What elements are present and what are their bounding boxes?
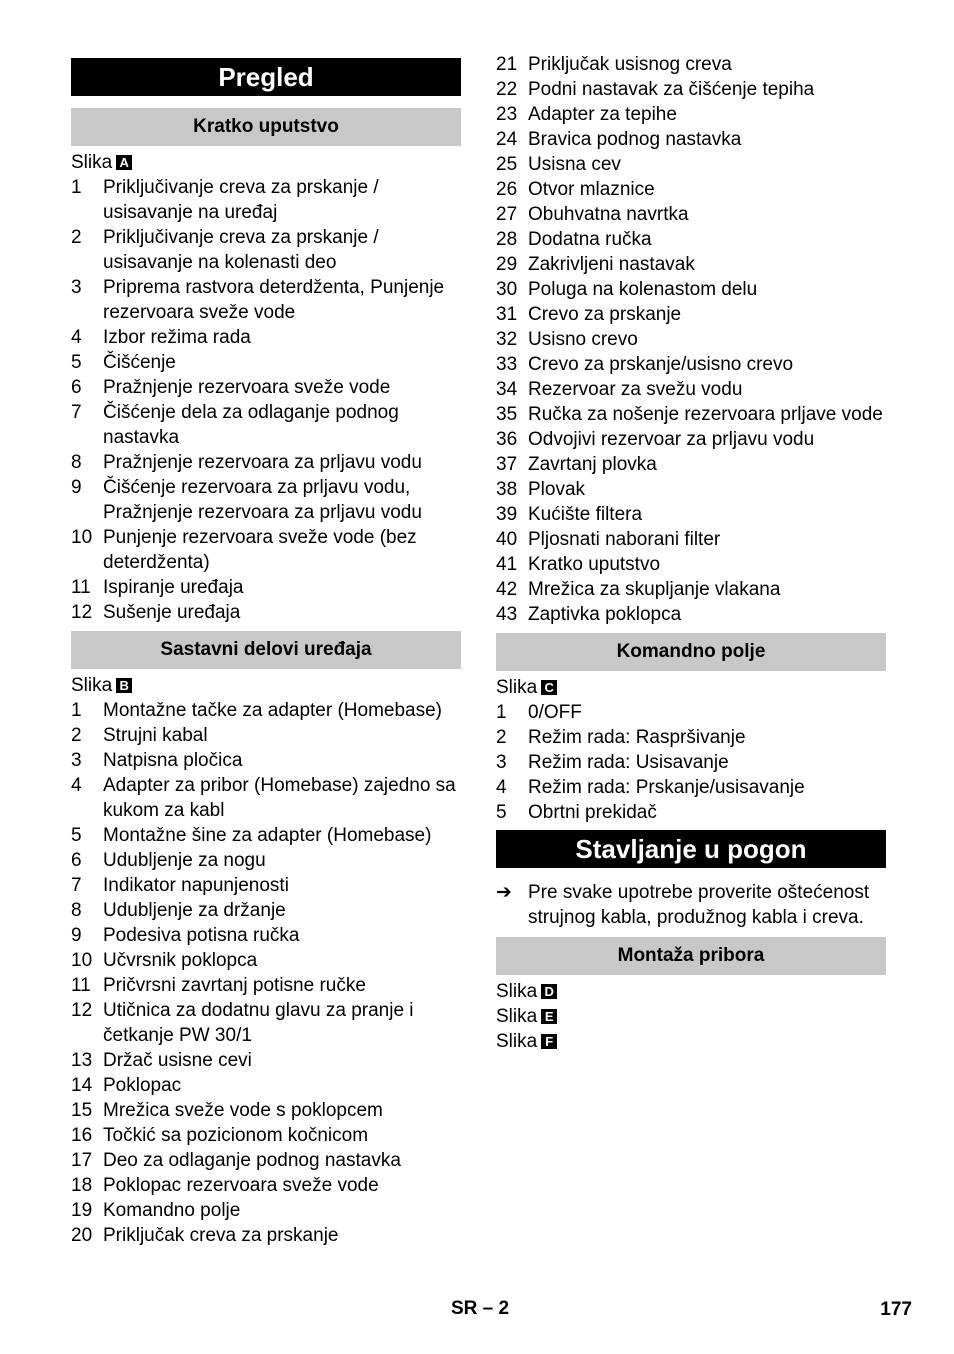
item-number: 12 xyxy=(71,602,93,623)
item-number: 5 xyxy=(496,802,507,823)
item-number: 21 xyxy=(496,54,518,75)
item-number: 31 xyxy=(496,304,518,325)
item-number: 4 xyxy=(71,775,82,796)
list-item xyxy=(71,225,461,275)
list-item xyxy=(71,475,461,525)
item-number: 15 xyxy=(71,1100,93,1121)
item-text: Poklopac rezervoara sveže vode xyxy=(103,1175,379,1196)
list-item xyxy=(496,377,886,402)
item-text: Poluga na kolenastom delu xyxy=(528,279,758,300)
right-column xyxy=(496,52,886,1054)
item-number: 4 xyxy=(496,777,507,798)
item-text: Natpisna pločica xyxy=(103,750,243,771)
item-text: Usisno crevo xyxy=(528,329,638,350)
list-item xyxy=(496,227,886,252)
item-number: 35 xyxy=(496,404,518,425)
item-text: Crevo za prskanje/usisno crevo xyxy=(528,354,794,375)
item-text: Punjenje rezervoara sveže vode (bez deterdženta) xyxy=(103,527,417,573)
item-number: 2 xyxy=(496,727,507,748)
list-komandno-polje xyxy=(496,700,886,825)
item-text: Otvor mlaznice xyxy=(528,179,655,200)
item-text: Izbor režima rada xyxy=(103,327,251,348)
item-text: Zakrivljeni nastavak xyxy=(528,254,695,275)
item-number: 38 xyxy=(496,479,518,500)
item-number: 3 xyxy=(71,277,82,298)
item-text: Zavrtanj plovka xyxy=(528,454,657,475)
item-number: 22 xyxy=(496,79,518,100)
list-item xyxy=(496,750,886,775)
list-item xyxy=(496,700,886,725)
list-item xyxy=(71,1123,461,1148)
item-number: 2 xyxy=(71,725,82,746)
list-item xyxy=(496,427,886,452)
list-item xyxy=(496,452,886,477)
item-text: Priključivanje creva za prskanje / usisavanje na uređaj xyxy=(103,177,379,223)
list-item xyxy=(71,575,461,600)
list-item xyxy=(71,723,461,748)
item-text: Deo za odlaganje podnog nastavka xyxy=(103,1150,401,1171)
figure-letter-a: A xyxy=(116,155,132,170)
item-number: 20 xyxy=(71,1225,93,1246)
item-number: 3 xyxy=(496,752,507,773)
list-item xyxy=(496,177,886,202)
item-number: 27 xyxy=(496,204,518,225)
item-number: 28 xyxy=(496,229,518,250)
item-text: Mrežica za skupljanje vlakana xyxy=(528,579,781,600)
list-item xyxy=(71,923,461,948)
list-item xyxy=(71,823,461,848)
item-text: Mrežica sveže vode s poklopcem xyxy=(103,1100,383,1121)
list-item xyxy=(71,1073,461,1098)
item-text: Bravica podnog nastavka xyxy=(528,129,742,150)
item-number: 1 xyxy=(496,702,507,723)
item-text: Ispiranje uređaja xyxy=(103,577,244,598)
item-text: Kućište filtera xyxy=(528,504,643,525)
item-text: Režim rada: Prskanje/usisavanje xyxy=(528,777,805,798)
arrow-right-icon: ➔ xyxy=(496,882,512,903)
figure-refs-montaza xyxy=(496,979,886,1054)
heading-sastavni-delovi: Sastavni delovi uređaja xyxy=(71,631,461,669)
item-text: Poklopac xyxy=(103,1075,182,1096)
list-item xyxy=(71,1148,461,1173)
item-number: 40 xyxy=(496,529,518,550)
item-number: 8 xyxy=(71,452,82,473)
item-text: Utičnica za dodatnu glavu za pranje i četkanje PW 30/1 xyxy=(103,1000,414,1046)
item-number: 34 xyxy=(496,379,518,400)
instruction-text: Pre svake upotrebe proverite oštećenost strujnog kabla, produžnog kabla i creva. xyxy=(528,882,870,928)
item-number: 10 xyxy=(71,950,93,971)
list-item xyxy=(71,275,461,325)
figure-ref-d: Slika D xyxy=(496,979,886,1004)
item-number: 14 xyxy=(71,1075,93,1096)
page-number: 177 xyxy=(880,1299,912,1320)
item-number: 41 xyxy=(496,554,518,575)
item-text: Ručka za nošenje rezervoara prljave vode xyxy=(528,404,883,425)
item-number: 42 xyxy=(496,579,518,600)
item-text: Komandno polje xyxy=(103,1200,241,1221)
item-text: Udubljenje za nogu xyxy=(103,850,266,871)
list-item xyxy=(496,352,886,377)
instruction-bullet xyxy=(496,880,886,930)
list-item xyxy=(71,175,461,225)
item-text: Priključak usisnog creva xyxy=(528,54,732,75)
item-number: 16 xyxy=(71,1125,93,1146)
item-text: Sušenje uređaja xyxy=(103,602,241,623)
item-number: 7 xyxy=(71,402,82,423)
figure-letter-e: E xyxy=(541,1009,557,1024)
list-item xyxy=(71,848,461,873)
item-number: 19 xyxy=(71,1200,93,1221)
item-text: Strujni kabal xyxy=(103,725,208,746)
list-item xyxy=(496,577,886,602)
item-number: 30 xyxy=(496,279,518,300)
list-sastavni-delovi-continued xyxy=(496,52,886,627)
list-item xyxy=(71,325,461,350)
list-item xyxy=(71,698,461,723)
item-number: 1 xyxy=(71,700,82,721)
list-item xyxy=(71,400,461,450)
item-text: Adapter za tepihe xyxy=(528,104,677,125)
list-item xyxy=(71,898,461,923)
item-number: 25 xyxy=(496,154,518,175)
item-text: Pražnjenje rezervoara za prljavu vodu xyxy=(103,452,422,473)
item-text: Odvojivi rezervoar za prljavu vodu xyxy=(528,429,815,450)
item-text: Podni nastavak za čišćenje tepiha xyxy=(528,79,815,100)
item-text: Crevo za prskanje xyxy=(528,304,682,325)
item-number: 10 xyxy=(71,527,93,548)
item-text: Čišćenje rezervoara za prljavu vodu, Pražnjenje rezervoara za prljavu vodu xyxy=(103,477,422,523)
list-item xyxy=(496,775,886,800)
list-item xyxy=(71,948,461,973)
list-item xyxy=(496,477,886,502)
list-item xyxy=(496,127,886,152)
figure-letter-c: C xyxy=(541,680,557,695)
item-text: Obuhvatna navrtka xyxy=(528,204,689,225)
item-number: 3 xyxy=(71,750,82,771)
item-text: Adapter za pribor (Homebase) zajedno sa kukom za kabl xyxy=(103,775,456,821)
list-item xyxy=(71,1098,461,1123)
list-item xyxy=(496,302,886,327)
list-item xyxy=(71,350,461,375)
figure-ref-a: Slika A xyxy=(71,150,461,175)
list-item xyxy=(496,327,886,352)
item-text: Montažne šine za adapter (Homebase) xyxy=(103,825,432,846)
item-number: 12 xyxy=(71,1000,93,1021)
list-item xyxy=(71,450,461,475)
list-item xyxy=(496,202,886,227)
figure-ref-f: Slika F xyxy=(496,1029,886,1054)
item-text: Podesiva potisna ručka xyxy=(103,925,300,946)
list-item xyxy=(496,725,886,750)
item-number: 6 xyxy=(71,377,82,398)
item-text: Učvrsnik poklopca xyxy=(103,950,258,971)
item-text: Priključivanje creva za prskanje / usisavanje na kolenasti deo xyxy=(103,227,379,273)
item-number: 17 xyxy=(71,1150,93,1171)
item-number: 36 xyxy=(496,429,518,450)
item-number: 5 xyxy=(71,352,82,373)
list-item xyxy=(71,375,461,400)
list-item xyxy=(496,402,886,427)
item-number: 39 xyxy=(496,504,518,525)
item-text: Dodatna ručka xyxy=(528,229,652,250)
list-item xyxy=(71,1198,461,1223)
heading-montaza-pribora: Montaža pribora xyxy=(496,937,886,975)
item-number: 1 xyxy=(71,177,82,198)
item-text: Držač usisne cevi xyxy=(103,1050,252,1071)
figure-letter-b: B xyxy=(116,678,132,693)
list-kratko-uputstvo xyxy=(71,175,461,625)
item-number: 37 xyxy=(496,454,518,475)
item-number: 2 xyxy=(71,227,82,248)
item-text: Režim rada: Raspršivanje xyxy=(528,727,746,748)
list-item xyxy=(71,1223,461,1248)
list-item xyxy=(71,998,461,1048)
item-number: 24 xyxy=(496,129,518,150)
section-title-stavljanje: Stavljanje u pogon xyxy=(496,830,886,868)
list-item xyxy=(71,525,461,575)
figure-ref-b: Slika B xyxy=(71,673,461,698)
item-number: 6 xyxy=(71,850,82,871)
item-number: 8 xyxy=(71,900,82,921)
item-text: Udubljenje za držanje xyxy=(103,900,286,921)
figure-letter-f: F xyxy=(541,1034,557,1049)
item-text: Rezervoar za svežu vodu xyxy=(528,379,743,400)
item-text: Čišćenje dela za odlaganje podnog nastavka xyxy=(103,402,399,448)
item-number: 29 xyxy=(496,254,518,275)
item-number: 9 xyxy=(71,477,82,498)
footer-section-label: SR – 2 xyxy=(450,1298,510,1319)
list-item xyxy=(496,102,886,127)
item-text: Pražnjenje rezervoara sveže vode xyxy=(103,377,391,398)
heading-kratko-uputstvo: Kratko uputstvo xyxy=(71,108,461,146)
section-title-pregled: Pregled xyxy=(71,58,461,96)
list-item xyxy=(71,1048,461,1073)
item-text: Priprema rastvora deterdženta, Punjenje rezervoara sveže vode xyxy=(103,277,445,323)
item-number: 33 xyxy=(496,354,518,375)
list-item xyxy=(496,77,886,102)
list-item xyxy=(71,600,461,625)
item-text: 0/OFF xyxy=(528,702,582,723)
list-item xyxy=(496,552,886,577)
item-text: Čišćenje xyxy=(103,352,176,373)
item-number: 7 xyxy=(71,875,82,896)
list-item xyxy=(71,873,461,898)
list-item xyxy=(71,973,461,998)
item-number: 43 xyxy=(496,604,518,625)
figure-ref-e: Slika E xyxy=(496,1004,886,1029)
list-item xyxy=(496,52,886,77)
item-number: 26 xyxy=(496,179,518,200)
item-number: 4 xyxy=(71,327,82,348)
list-item xyxy=(71,1173,461,1198)
item-text: Režim rada: Usisavanje xyxy=(528,752,729,773)
heading-komandno-polje: Komandno polje xyxy=(496,633,886,671)
list-item xyxy=(496,502,886,527)
item-number: 23 xyxy=(496,104,518,125)
list-item xyxy=(496,252,886,277)
item-text: Obrtni prekidač xyxy=(528,802,657,823)
item-number: 9 xyxy=(71,925,82,946)
figure-ref-c: Slika C xyxy=(496,675,886,700)
list-item xyxy=(496,602,886,627)
list-item xyxy=(496,800,886,825)
item-number: 13 xyxy=(71,1050,93,1071)
item-number: 5 xyxy=(71,825,82,846)
item-text: Priključak creva za prskanje xyxy=(103,1225,339,1246)
item-text: Pljosnati naborani filter xyxy=(528,529,721,550)
item-number: 11 xyxy=(71,577,91,598)
left-column xyxy=(71,58,461,1248)
figure-letter-d: D xyxy=(541,984,557,999)
item-number: 18 xyxy=(71,1175,93,1196)
item-text: Kratko uputstvo xyxy=(528,554,661,575)
item-number: 32 xyxy=(496,329,518,350)
list-item xyxy=(496,277,886,302)
item-text: Usisna cev xyxy=(528,154,621,175)
list-item xyxy=(496,152,886,177)
item-text: Točkić sa pozicionom kočnicom xyxy=(103,1125,369,1146)
list-sastavni-delovi xyxy=(71,698,461,1248)
item-text: Indikator napunjenosti xyxy=(103,875,289,896)
list-item xyxy=(71,773,461,823)
list-item xyxy=(71,748,461,773)
item-number: 11 xyxy=(71,975,91,996)
item-text: Pričvrsni zavrtanj potisne ručke xyxy=(103,975,366,996)
item-text: Plovak xyxy=(528,479,586,500)
list-item xyxy=(496,527,886,552)
item-text: Zaptivka poklopca xyxy=(528,604,682,625)
item-text: Montažne tačke za adapter (Homebase) xyxy=(103,700,443,721)
